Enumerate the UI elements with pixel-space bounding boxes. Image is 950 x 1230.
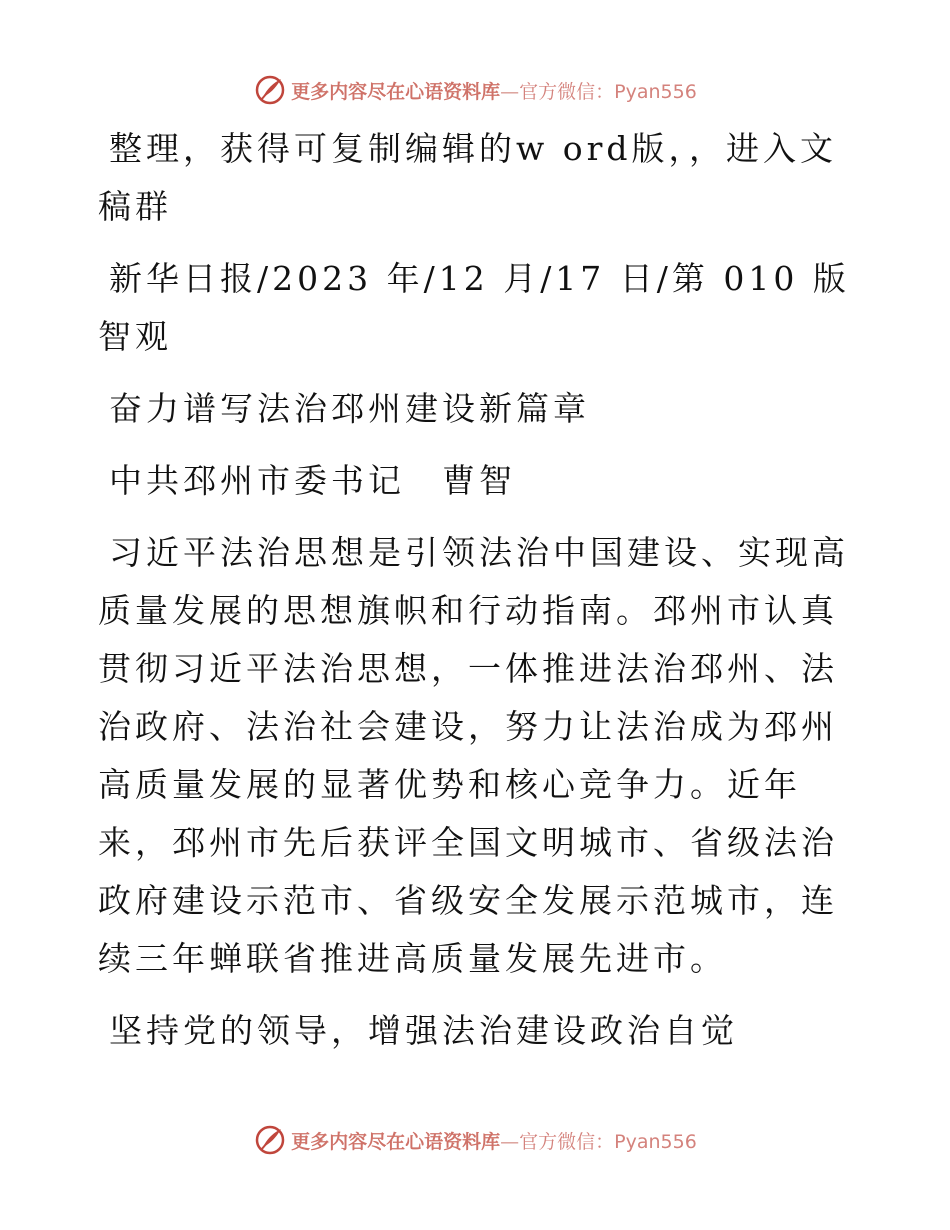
footer-banner (0, 1120, 950, 1160)
header-banner (0, 70, 950, 110)
source-line: 新华日报/2023 年/12 月/17 日/第 010 版智观 (98, 259, 850, 356)
header-dash: — (500, 80, 520, 103)
footer-dash: — (500, 1130, 520, 1153)
footer-banner-text (291, 1127, 697, 1154)
author-line: 中共邳州市委书记 曹智 (109, 461, 516, 500)
header-brand: 更多内容尽在心语资料库 (291, 80, 501, 103)
footer-brand: 更多内容尽在心语资料库 (291, 1130, 501, 1153)
intro-paragraph: 整理，获得可复制编辑的w ord版，，进入文稿群 (98, 129, 838, 226)
quill-pen-logo-icon (253, 73, 287, 107)
quill-pen-logo-icon (253, 1123, 287, 1157)
document-body (98, 120, 853, 1060)
header-contact: 官方微信：Pyan556 (519, 80, 697, 103)
section-heading: 坚持党的领导，增强法治建设政治自觉 (109, 1011, 738, 1050)
body-paragraph: 习近平法治思想是引领法治中国建设、实现高质量发展的思想旗帜和行动指南。邳州市认真贯彻习近平法治思想，一体推进法治邳州、法治政府、法治社会建设，努力让法治成为邳州高质量发展的显著优势和核心竞争力。近年来，邳州市先后获评全国文明城市、省级法治政府建设示范市、省级安全发展示范城市，连续三年蝉联省推进高质量发展先进市。 (98, 533, 849, 978)
header-banner-text (291, 77, 697, 104)
article-title: 奋力谱写法治邳州建设新篇章 (109, 389, 590, 428)
footer-contact: 官方微信：Pyan556 (519, 1130, 697, 1153)
